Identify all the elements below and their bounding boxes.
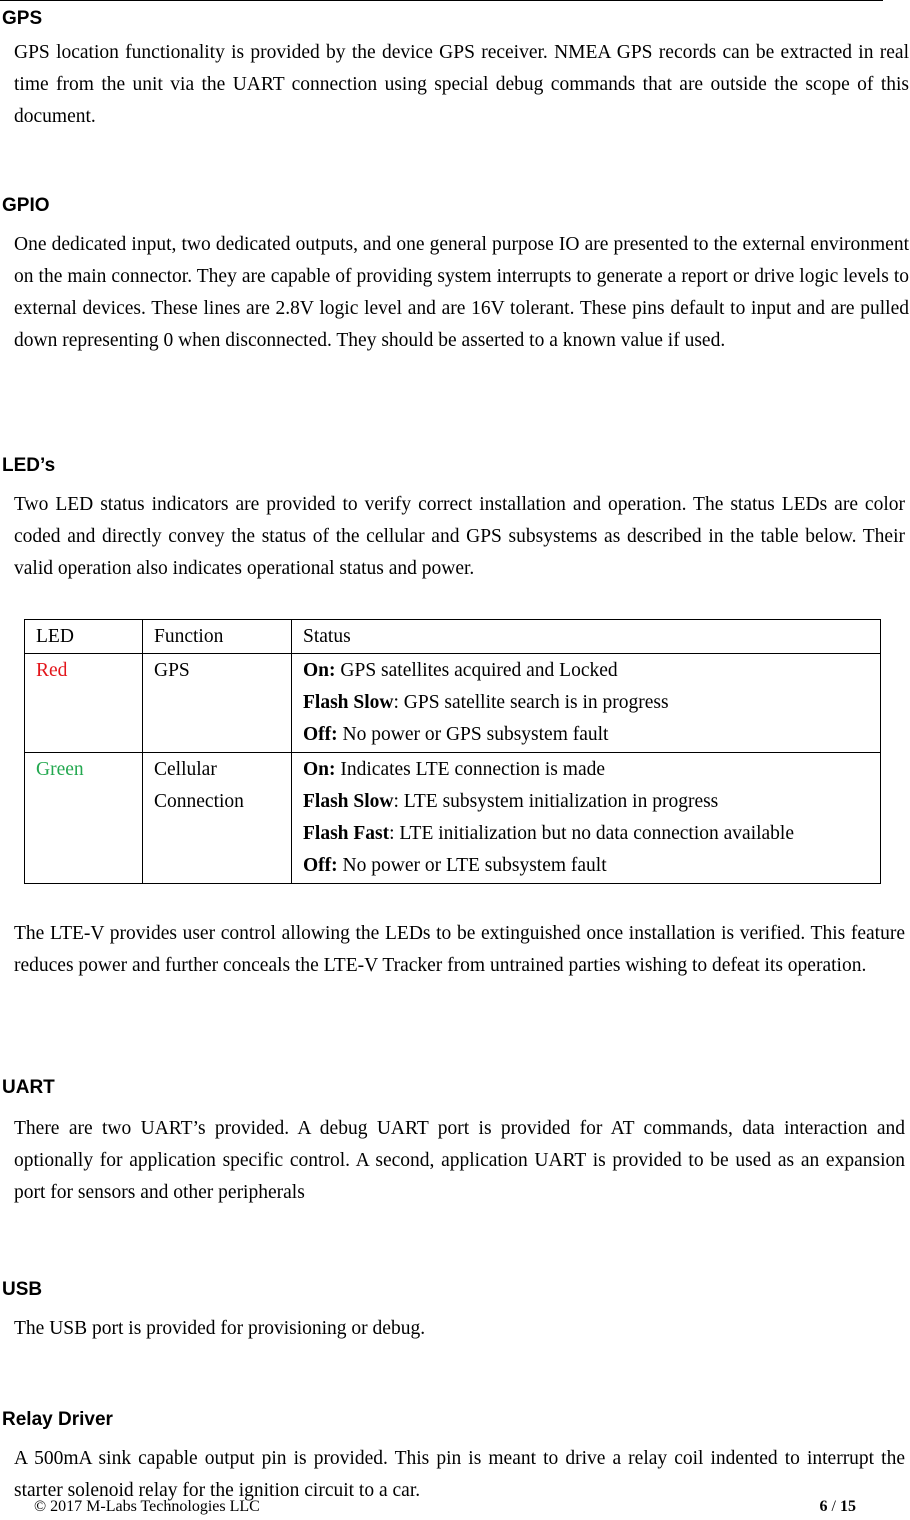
usb-heading: USB	[2, 1279, 43, 1300]
table-row-red	[25, 654, 881, 753]
gps-paragraph: GPS location functionality is provided by the device GPS receiver. NMEA GPS records can be extracted in real time from the unit via the UART connection using special debug commands that are outside the scope of this document.	[14, 42, 909, 127]
led-green-function: Cellular Connection	[143, 753, 292, 884]
header-rule	[0, 0, 883, 1]
led-red-function: GPS	[143, 654, 292, 753]
uart-heading: UART	[2, 1077, 55, 1098]
relay-paragraph: A 500mA sink capable output pin is provided. This pin is meant to drive a relay coil indented to interrupt the starter solenoid relay for the ignition circuit to a car.	[14, 1448, 905, 1501]
led-status-table	[24, 619, 881, 884]
page-current: 6	[819, 1498, 828, 1515]
header-led: LED	[25, 620, 143, 654]
gpio-paragraph: One dedicated input, two dedicated outputs, and one general purpose IO are presented to the external environment on the main connector. They are capable of providing system interrupts to generate a report or drive logic levels to external devices. These lines are 2.8V logic level and are 16V tolerant. These pins default to input and are pulled down representing 0 when disconnected. They should be asserted to a known value if used.	[14, 234, 909, 351]
usb-paragraph: The USB port is provided for provisioning or debug.	[14, 1318, 426, 1339]
status-line: Off: No power or LTE subsystem fault	[303, 855, 607, 876]
leds-after-table-paragraph: The LTE-V provides user control allowing the LEDs to be extinguished once installation is verified. This feature reduces power and further conceals the LTE-V Tracker from untrained parties wishing to defeat its operation.	[14, 923, 905, 976]
page-number	[820, 1497, 856, 1517]
table-header-row	[25, 620, 881, 654]
relay-heading: Relay Driver	[2, 1409, 113, 1430]
leds-paragraph: Two LED status indicators are provided to verify correct installation and operation. The status LEDs are color coded and directly convey the status of the cellular and GPS subsystems as described in the table below. Their valid operation also indicates operational status and power.	[14, 494, 905, 579]
uart-paragraph: There are two UART’s provided. A debug UART port is provided for AT commands, data interaction and optionally for application specific control. A second, application UART is provided to be used as an expansion port for sensors and other peripherals	[14, 1118, 905, 1203]
footer-copyright: © 2017 M-Labs Technologies LLC	[34, 1498, 260, 1515]
led-red-label: Red	[25, 654, 143, 753]
header-status: Status	[292, 620, 881, 654]
page-separator: /	[827, 1498, 840, 1515]
gps-heading: GPS	[2, 8, 43, 29]
leds-heading: LED’s	[2, 455, 56, 476]
status-line: On: Indicates LTE connection is made	[303, 759, 606, 780]
gpio-heading: GPIO	[2, 195, 50, 216]
status-line: Flash Slow: GPS satellite search is in progress	[303, 692, 669, 713]
led-red-status	[292, 654, 881, 753]
led-green-label: Green	[25, 753, 143, 884]
led-green-status	[292, 753, 881, 884]
status-line: Flash Slow: LTE subsystem initialization in progress	[303, 791, 719, 812]
header-function: Function	[143, 620, 292, 654]
status-line: Flash Fast: LTE initialization but no data connection available	[303, 823, 795, 844]
page-total: 15	[840, 1498, 856, 1515]
table-row-green	[25, 753, 881, 884]
status-line: Off: No power or GPS subsystem fault	[303, 724, 609, 745]
status-line: On: GPS satellites acquired and Locked	[303, 660, 618, 681]
